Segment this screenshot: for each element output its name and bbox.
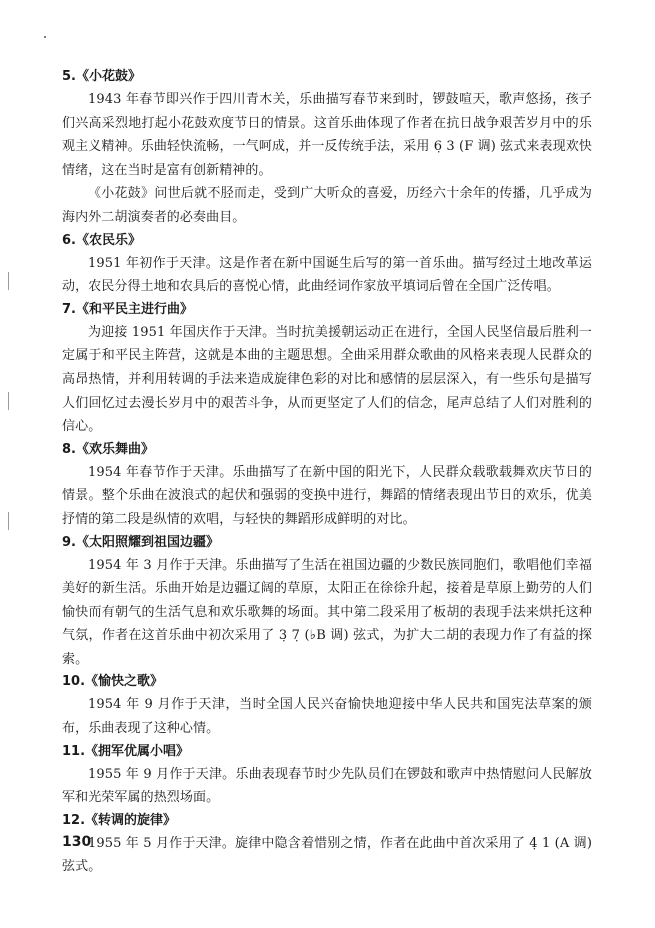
section-12: [62, 810, 592, 879]
section-heading: 6.《农民乐》: [62, 232, 141, 248]
paragraph: 1955 年 9 月作于天津。乐曲表现春节时少先队员们在锣鼓和歌声中热情慰问人民解放军和光荣军属的热烈场面。: [62, 766, 592, 806]
scan-speck: [44, 36, 46, 38]
paragraph: 《小花鼓》问世后就不胫而走，受到广大听众的喜爱，历经六十余年的传播，几乎成为海内外二胡演奏者的必奏曲目。: [62, 186, 592, 225]
section-heading: 7.《和平民主进行曲》: [62, 301, 193, 317]
section-9: [62, 532, 592, 672]
section-heading: 9.《太阳照耀到祖国边疆》: [62, 534, 219, 550]
section-7: [62, 299, 592, 439]
paragraph: 为迎接 1951 年国庆作于天津。当时抗美援朝运动正在进行，全国人民坚信最后胜利一定属于和平民主阵营，这就是本曲的主题思想。全曲采用群众歌曲的风格来表现人民群众的高昂热情，并利用转调的手法来造成旋律色彩的对比和感情的层层深入，有一些乐句是描写人们回忆过去漫长岁月中的艰苦斗争，从而更坚定了人们的信念，尾声总结了人们对胜利的信心。: [62, 324, 592, 435]
page-number: 130: [62, 834, 92, 850]
section-10: [62, 671, 592, 740]
paragraph: 1954 年 3 月作于天津。乐曲描写了生活在祖国边疆的少数民族同胞们，歌唱他们幸福美好的新生活。乐曲开始是边疆辽阔的草原，太阳正在徐徐升起，接着是草原上勤劳的人们愉快而有朝气的生活气息和欢乐歌舞的场面。其中第二段采用了板胡的表现手法来烘托这种气氛，作者在这首乐曲中初次采用了 3̣ 7̣ (♭B 调) 弦式，为扩大二胡的表现力作了有益的探索。: [62, 557, 592, 667]
paragraph: 1954 年春节作于天津。乐曲描写了在新中国的阳光下，人民群众载歌载舞欢庆节日的情景。整个乐曲在波浪式的起伏和强弱的变换中进行，舞蹈的情绪表现出节日的欢乐，优美抒情的第二段是纵情的欢唱，与轻快的舞蹈形成鲜明的对比。: [62, 464, 592, 527]
binding-mark: [8, 512, 9, 530]
section-5: [62, 66, 592, 230]
section-heading: 10.《愉快之歌》: [62, 674, 164, 690]
section-6: [62, 230, 592, 299]
paragraph: 1955 年 5 月作于天津。旋律中隐含着惜别之情，作者在此曲中首次采用了 4̣ 1 (A 调) 弦式。: [62, 835, 592, 875]
paragraph: 1954 年 9 月作于天津，当时全国人民兴奋愉快地迎接中华人民共和国宪法草案的颁布，乐曲表现了这种心情。: [62, 697, 592, 737]
section-heading: 5.《小花鼓》: [62, 69, 141, 84]
section-8: [62, 439, 592, 532]
section-heading: 8.《欢乐舞曲》: [62, 441, 154, 457]
paragraph: 1943 年春节即兴作于四川青木关，乐曲描写春节来到时，锣鼓喧天，歌声悠扬，孩子们兴高采烈地打起小花鼓欢度节日的情景。这首乐曲体现了作者在抗日战争艰苦岁月中的乐观主义精神。乐曲轻快流畅，一气呵成，并一反传统手法，采用 6̣ 3 (F 调) 弦式来表现欢快情绪，这在当时是富有创新精神的。: [62, 92, 592, 178]
section-11: [62, 741, 592, 810]
section-heading: 12.《转调的旋律》: [62, 812, 177, 828]
binding-mark: [8, 272, 9, 290]
text-body: [62, 66, 592, 879]
section-heading: 11.《拥军优属小唱》: [62, 743, 190, 759]
paragraph: 1951 年初作于天津。这是作者在新中国诞生后写的第一首乐曲。描写经过土地改革运动，农民分得土地和农具后的喜悦心情，此曲经词作家放平填词后曾在全国广泛传唱。: [62, 255, 592, 295]
binding-mark: [8, 392, 9, 410]
